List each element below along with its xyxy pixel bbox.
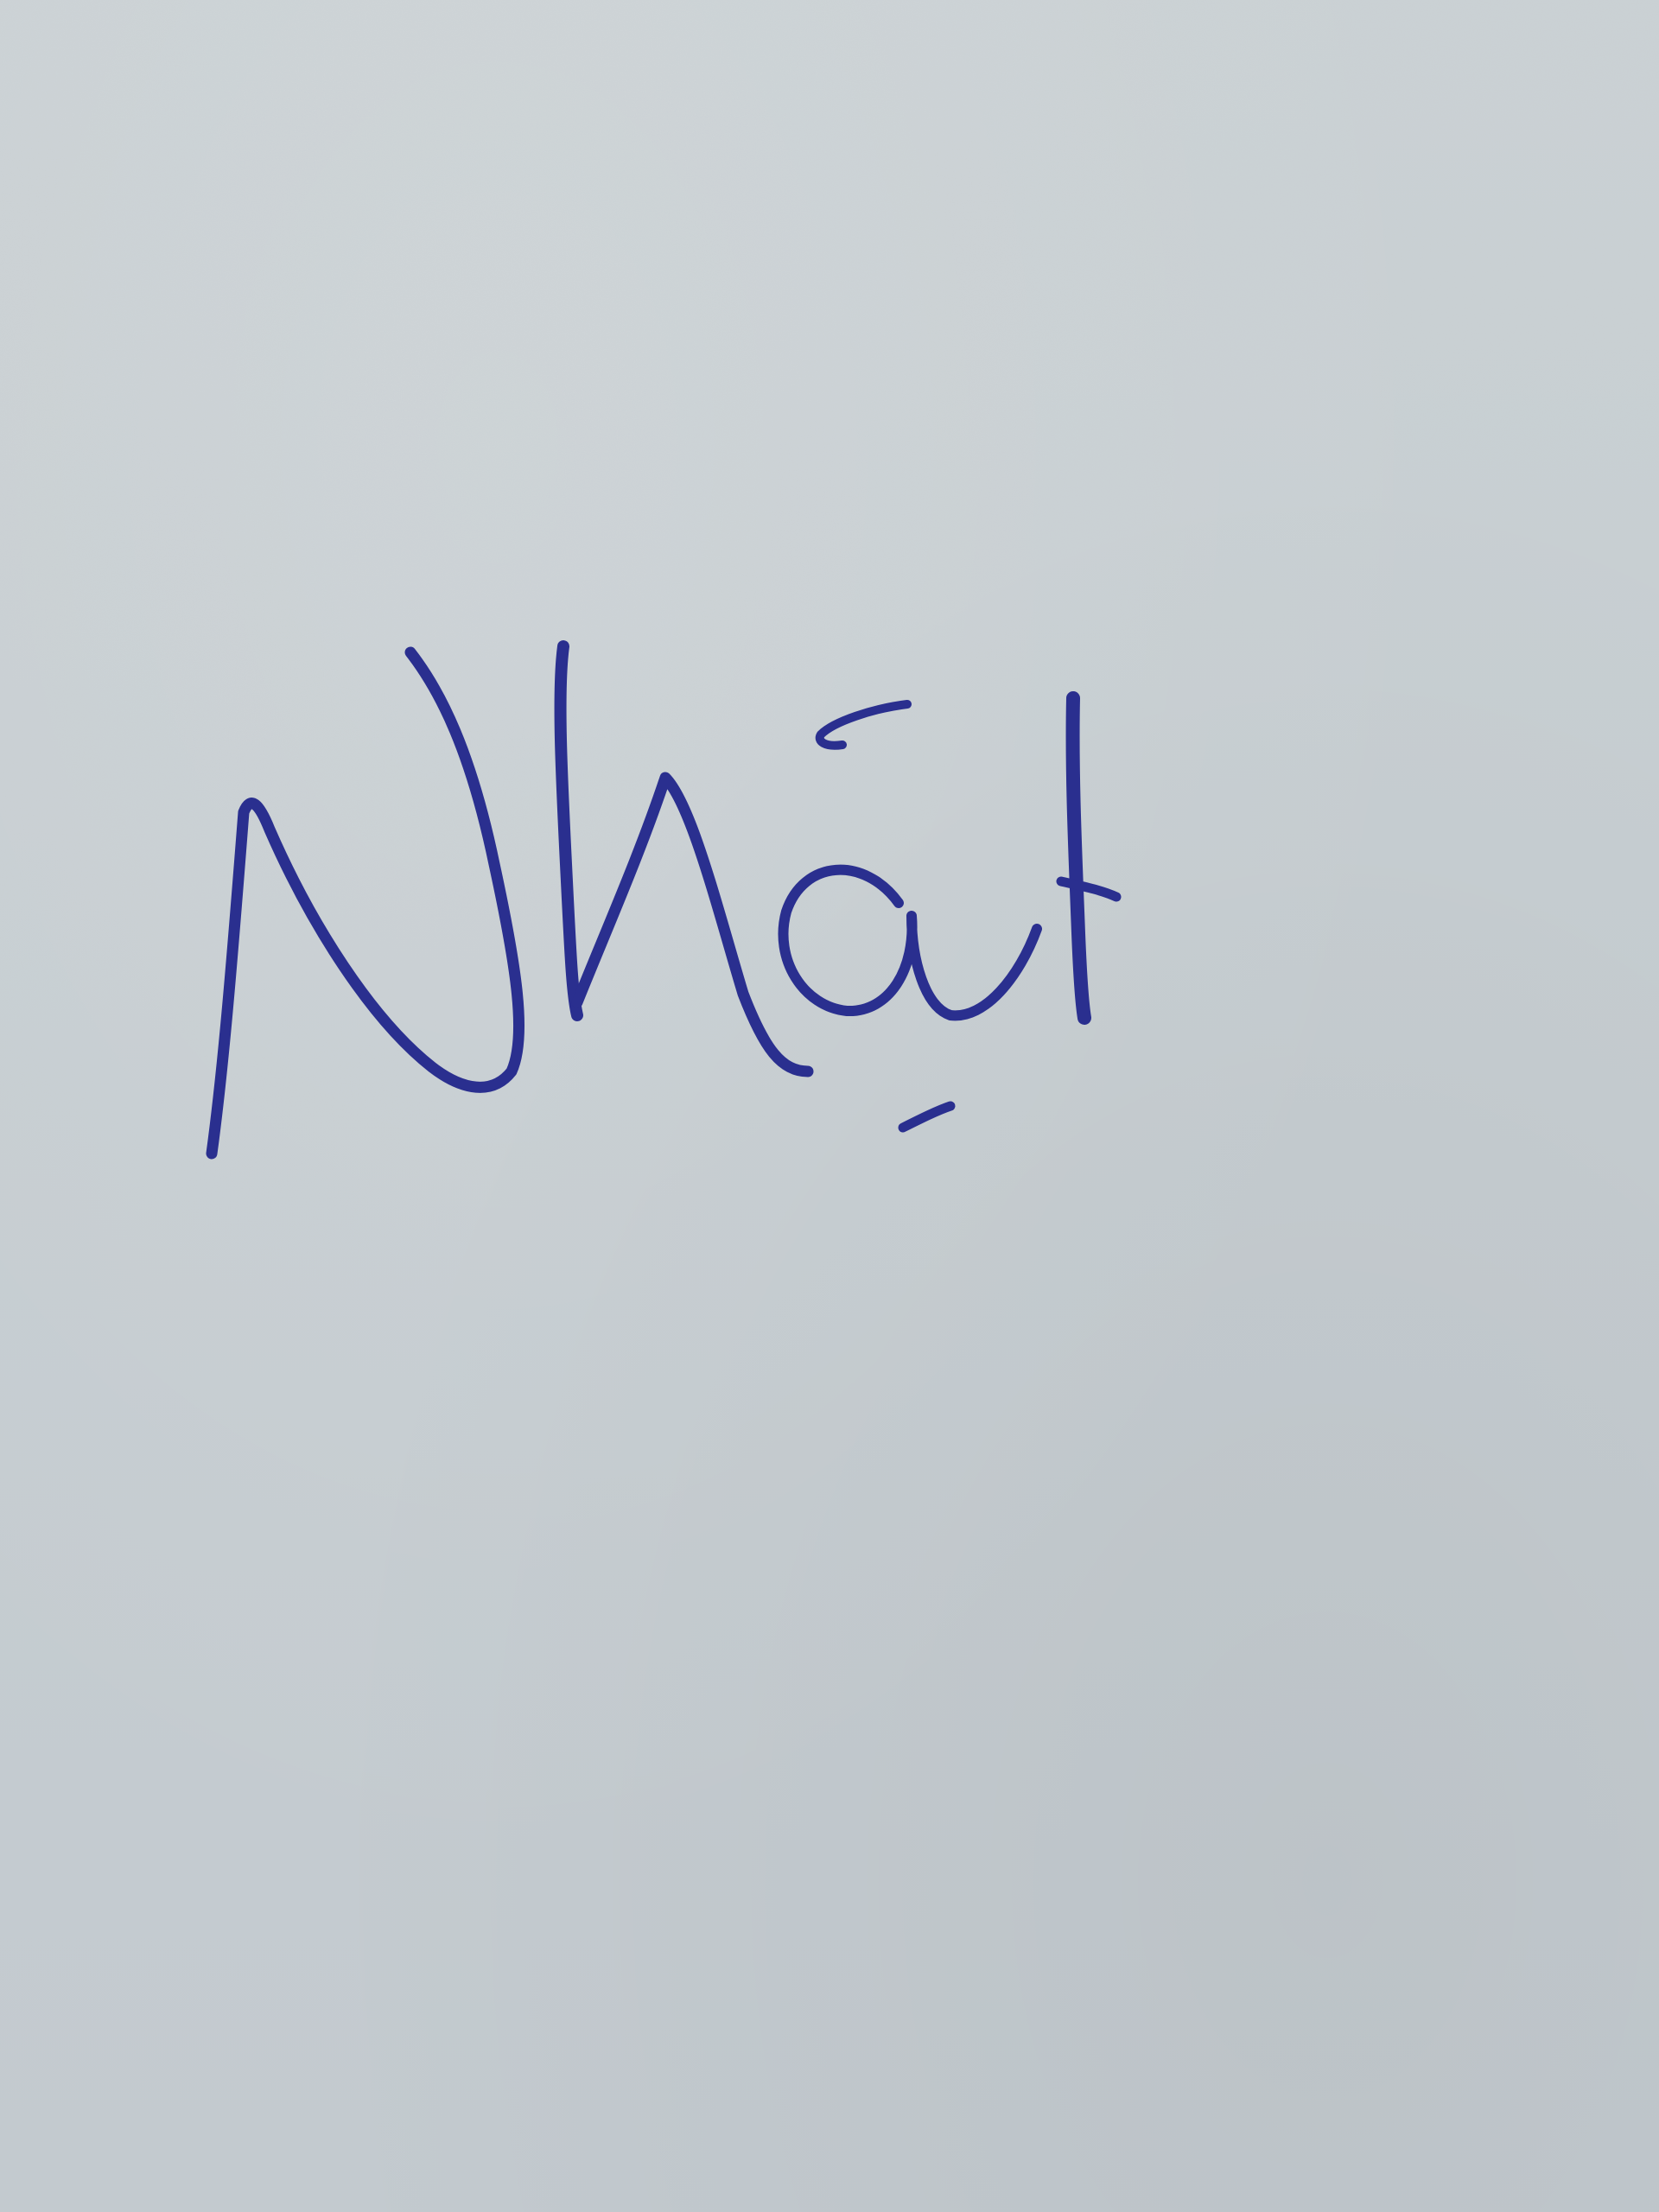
dot-below-mark: [903, 1106, 950, 1128]
letter-a-bowl: [783, 870, 1037, 1016]
letter-h-stroke: [561, 646, 577, 1015]
letter-h-arm: [577, 778, 808, 1071]
letter-t-stem: [1073, 698, 1084, 1018]
letter-n-stroke: [212, 652, 519, 1154]
letter-t-crossbar: [1061, 881, 1116, 897]
circumflex-mark: [820, 704, 907, 746]
